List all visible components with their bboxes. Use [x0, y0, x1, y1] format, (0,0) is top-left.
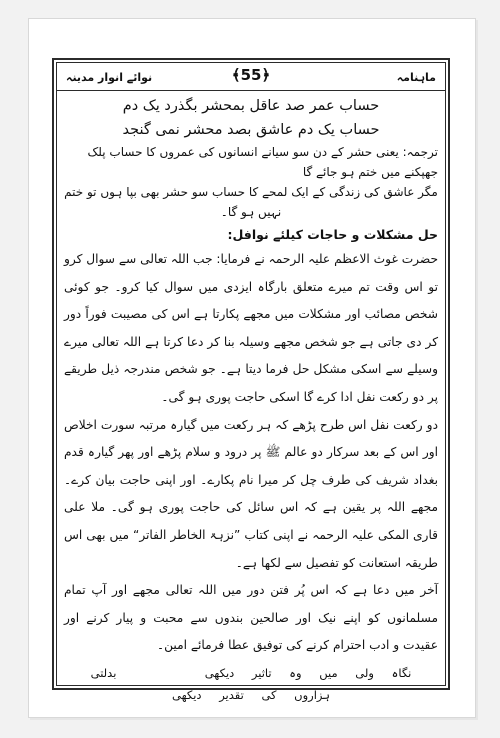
couplet-second-line: بدلتی ہزاروں کی تقدیر دیکھی	[90, 665, 331, 702]
page-number: ﴾55﴿	[231, 66, 271, 84]
page-number-value: 55	[240, 66, 262, 84]
translation-line-2: مگر عاشق کی زندگی کے ایک لمحے کا حساب سو حشر بھی بپا ہوں تو ختم نہیں ہو گا۔	[64, 185, 438, 219]
closing-couplet	[64, 662, 438, 706]
persian-verse-1: حساب عمر صد عاقل بمحشر بگذرد یک دم	[122, 98, 380, 114]
section-heading: حل مشکلات و حاجات کیلئے نوافل:	[227, 227, 438, 242]
persian-verse-2: حساب یک دم عاشق بصد محشر نمی گنجد	[122, 122, 380, 138]
paragraph-1: حضرت غوث الاعظم علیہ الرحمہ نے فرمایا: جب اللہ تعالی سے سوال کرو تو اس وقت تم میرے متعلق بارگاہ ایزدی میں سوال کیا کرو۔ جو کوئی شخص مصائب اور مشکلات میں مجھے پکارتا ہے اس کی مصیبت فوراً دور کر دی جاتی ہے جو شخص مجھے وسیلہ بنا کر دعا کرتا ہے اللہ تعالی میرے وسیلے سے اسکی مشکل حل فرما دیتا ہے۔ جو شخص مندرجہ ذیل طریقے پر دو رکعت نفل ادا کرے گا اسکی حاجت پوری ہو گی۔	[63, 252, 438, 404]
paragraph-3: آخر میں دعا ہے کہ اس پُر فتن دور میں اللہ تعالی مجھے اور آپ تمام مسلمانوں کو اپنے نیک اور صالحین بندوں سے محبت و پیار کرنے اور عقیدت و ادب احترام کرنے کی توفیق عطا فرمائے امین۔	[64, 583, 438, 653]
couplet-first-line: نگاہ ولی میں وہ تاثیر دیکھی	[204, 665, 412, 680]
magazine-label: ماہنامہ	[396, 71, 436, 84]
page-header	[60, 64, 442, 90]
paragraph-2: دو رکعت نفل اس طرح پڑھے کہ ہر رکعت میں گیارہ مرتبہ سورت اخلاص اور اس کے بعد سرکار دو عالم ﷺ پر درود و سلام پڑھے اور پھر گیارہ قدم بغداد شریف کی طرف چل کر میرا نام پکارے۔ اور اپنی حاجت بیان کرے۔ مجھے اللہ پر یقین ہے کہ اس سائل کی حاجت پوری ہو گی۔ ملا علی قاری المکی علیہ الرحمہ نے اپنی کتاب ”نزہۃ الخاطر الفاتر“ میں بھی اس طریقہ استعانت کو تفصیل سے لکھا ہے۔	[64, 417, 438, 570]
paragraphs	[64, 246, 438, 660]
header-divider	[56, 90, 446, 91]
article-body	[64, 94, 438, 706]
translation-line-1: ترجمہ: یعنی حشر کے دن سو سیانے انسانوں کی عمروں کا حساب پلک جھپکنے میں ختم ہو جائے گا	[87, 145, 438, 179]
magazine-title: نوائے انوار مدینہ	[66, 71, 153, 84]
